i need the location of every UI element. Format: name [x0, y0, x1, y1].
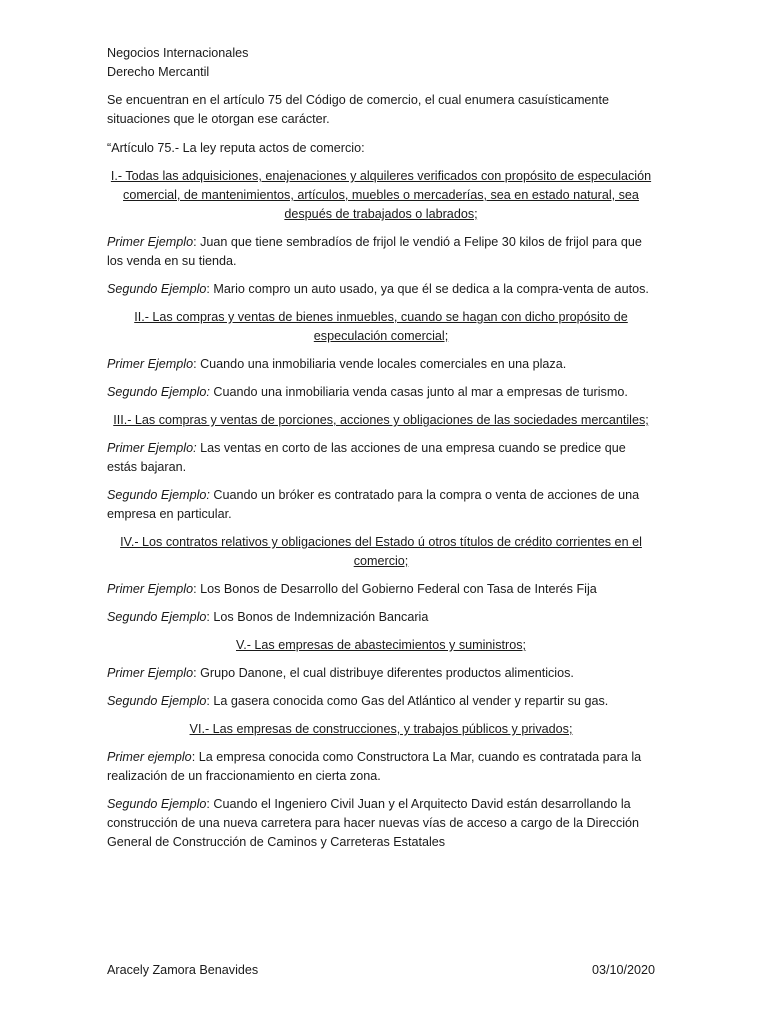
example-label: Segundo Ejemplo — [107, 797, 207, 811]
example-text: Juan que tiene sembradíos de frijol le vendió a Felipe 30 kilos de frijol para que los venda en su tienda. — [107, 235, 642, 268]
example-text: La gasera conocida como Gas del Atlántico al vender y repartir su gas. — [213, 694, 609, 708]
section-heading: II.- Las compras y ventas de bienes inmuebles, cuando se hagan con dicho propósito de especulación comercial; — [134, 310, 628, 343]
example-separator: : — [206, 694, 214, 708]
example-paragraph — [107, 580, 655, 599]
subject-title: Derecho Mercantil — [107, 65, 210, 79]
section-4 — [107, 533, 655, 627]
section-3 — [107, 411, 655, 524]
section-5 — [107, 636, 655, 711]
section-1 — [107, 167, 655, 299]
example-separator: : — [191, 750, 199, 764]
example-paragraph — [107, 748, 655, 786]
example-separator: : — [193, 582, 201, 596]
example-text: La empresa conocida como Constructora La Mar, cuando es contratada para la realización de un fraccionamiento en cierta zona. — [107, 750, 642, 783]
section-heading: V.- Las empresas de abastecimientos y suministros; — [235, 638, 527, 652]
example-paragraph — [107, 280, 655, 299]
page-footer — [107, 961, 655, 980]
example-label: Segundo Ejemplo — [107, 694, 207, 708]
example-text: Los Bonos de Indemnización Bancaria — [213, 610, 429, 624]
example-label: Segundo Ejemplo: — [107, 385, 210, 399]
example-separator: : — [206, 282, 214, 296]
example-label: Primer Ejemplo: — [107, 441, 197, 455]
example-text: Cuando una inmobiliaria venda casas junto al mar a empresas de turismo. — [213, 385, 628, 399]
example-label: Primer Ejemplo — [107, 666, 194, 680]
example-label: Primer ejemplo — [107, 750, 192, 764]
document-date: 03/10/2020 — [591, 963, 655, 977]
section-heading: IV.- Los contratos relativos y obligaciones del Estado ú otros títulos de crédito corrientes en el comercio; — [120, 535, 642, 568]
example-paragraph — [107, 664, 655, 683]
author-name: Aracely Zamora Benavides — [107, 963, 259, 977]
example-text: Los Bonos de Desarrollo del Gobierno Federal con Tasa de Interés Fija — [200, 582, 597, 596]
example-paragraph — [107, 692, 655, 711]
example-label: Primer Ejemplo — [107, 235, 194, 249]
example-label: Primer Ejemplo — [107, 357, 194, 371]
example-text: Grupo Danone, el cual distribuye diferentes productos alimenticios. — [200, 666, 574, 680]
example-separator: : — [206, 610, 214, 624]
intro-paragraph: Se encuentran en el artículo 75 del Código de comercio, el cual enumera casuísticamente situaciones que le otorgan ese carácter. — [107, 93, 609, 126]
example-separator: : — [193, 666, 201, 680]
example-label: Segundo Ejemplo — [107, 610, 207, 624]
example-paragraph — [107, 486, 655, 524]
example-text: Las ventas en corto de las acciones de una empresa cuando se predice que estás bajaran. — [107, 441, 626, 474]
example-label: Segundo Ejemplo — [107, 282, 207, 296]
example-text: Cuando una inmobiliaria vende locales comerciales en una plaza. — [200, 357, 567, 371]
example-paragraph — [107, 355, 655, 374]
example-label: Segundo Ejemplo: — [107, 488, 210, 502]
example-text: Mario compro un auto usado, ya que él se dedica a la compra-venta de autos. — [213, 282, 649, 296]
example-separator: : — [206, 797, 214, 811]
example-text: Cuando un bróker es contratado para la compra o venta de acciones de una empresa en particular. — [107, 488, 640, 521]
example-separator: : — [193, 357, 201, 371]
example-paragraph — [107, 233, 655, 271]
section-heading: VI.- Las empresas de construcciones, y trabajos públicos y privados; — [189, 722, 573, 736]
example-paragraph — [107, 383, 655, 402]
example-label: Primer Ejemplo — [107, 582, 194, 596]
course-title: Negocios Internacionales — [107, 46, 249, 60]
example-text: Cuando el Ingeniero Civil Juan y el Arquitecto David están desarrollando la construcción de una nueva carretera para hacer nuevas vías de acceso a cargo de la Dirección General de Construcción de Caminos y Carreteras Estatales — [107, 797, 640, 849]
section-2 — [107, 308, 655, 402]
sections-container — [107, 167, 655, 852]
example-paragraph — [107, 795, 655, 852]
example-paragraph — [107, 608, 655, 627]
section-heading: III.- Las compras y ventas de porciones, acciones y obligaciones de las sociedades mercantiles; — [113, 413, 649, 427]
section-heading: I.- Todas las adquisiciones, enajenaciones y alquileres verificados con propósito de especulación comercial, de mantenimientos, artículos, muebles o mercaderías, sea en estado natural, sea después de trabajados o labrados; — [110, 169, 652, 221]
example-separator: : — [193, 235, 201, 249]
document-page — [107, 44, 655, 852]
article-heading: “Artículo 75.- La ley reputa actos de comercio: — [107, 141, 365, 155]
section-6 — [107, 720, 655, 852]
example-paragraph — [107, 439, 655, 477]
